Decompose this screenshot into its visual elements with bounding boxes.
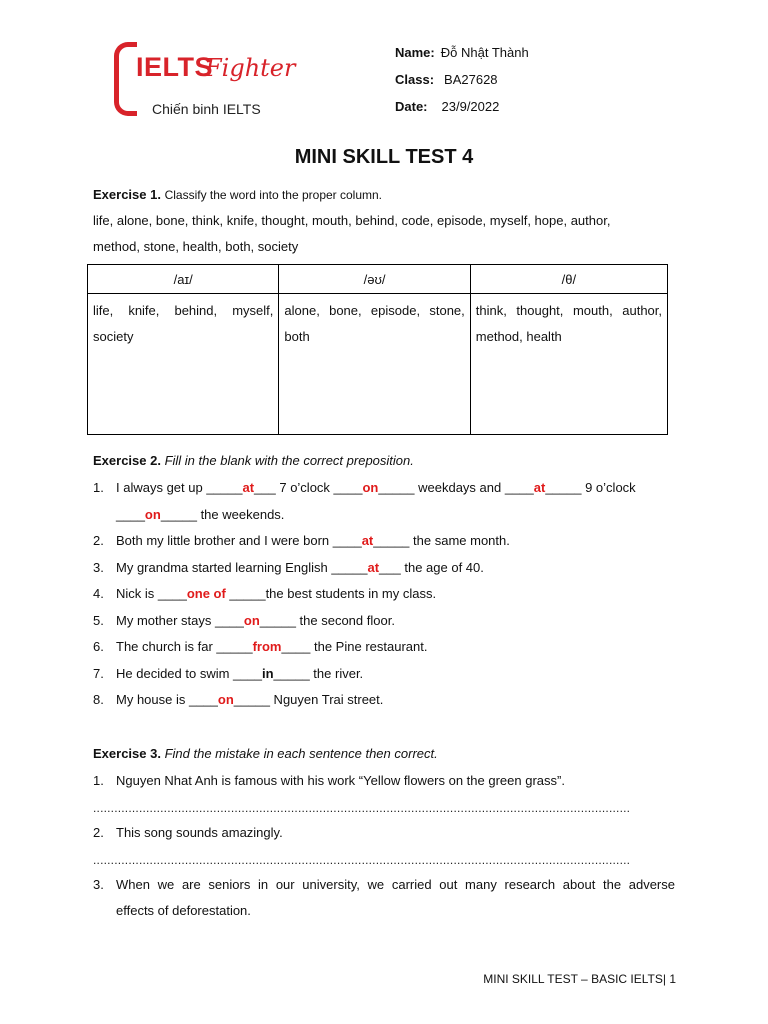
item-text: _____ the same month. xyxy=(373,533,510,548)
item-text: My grandma started learning English _____ xyxy=(116,560,368,575)
logo-fighter-text: Fighter xyxy=(205,54,296,82)
item-number: 8. xyxy=(93,692,104,707)
exercise1-instruction: Classify the word into the proper column. xyxy=(164,188,383,202)
item-text: This song sounds amazingly. xyxy=(116,825,283,840)
item-text: _____ weekdays and ____ xyxy=(378,480,534,495)
name-line xyxy=(395,44,529,62)
item-number: 1. xyxy=(93,480,104,495)
item-number: 4. xyxy=(93,586,104,601)
answer: on xyxy=(217,692,234,707)
date-line xyxy=(395,98,499,116)
item-text: _____ the second floor. xyxy=(259,613,395,628)
date-label: Date: xyxy=(395,99,428,114)
exercise2-heading xyxy=(93,452,414,470)
table-cell-ai: life, knife, behind, myself, society xyxy=(88,294,279,435)
exercise2-instruction: Fill in the blank with the correct preposition. xyxy=(164,453,414,468)
item-text: _____the best students in my class. xyxy=(225,586,437,601)
item-text: My mother stays ____ xyxy=(116,613,244,628)
item-number: 7. xyxy=(93,666,104,681)
exercise2-item-4 xyxy=(93,585,436,603)
answer-dotted-line: ........................................................................................................................................................ xyxy=(93,801,631,815)
page-title: MINI SKILL TEST 4 xyxy=(294,146,474,168)
item-text: ___ 7 o’clock ____ xyxy=(254,480,363,495)
logo-bracket-shape xyxy=(114,42,137,116)
answer: at xyxy=(361,533,374,548)
exercise3-item-3-line2: effects of deforestation. xyxy=(116,903,251,918)
name-label: Name: xyxy=(395,45,435,60)
item-text: Both my little brother and I were born ____ xyxy=(116,533,362,548)
exercise3-label: Exercise 3. xyxy=(93,746,161,761)
class-value: BA27628 xyxy=(444,72,498,87)
exercise2-item-8 xyxy=(93,691,383,709)
item-text: When we are seniors in our university, we carried out many research about the adverse xyxy=(116,877,675,892)
table-cell-th: think, thought, mouth, author, method, health xyxy=(470,294,667,435)
item-text: ___ the age of 40. xyxy=(379,560,484,575)
class-label: Class: xyxy=(395,72,435,87)
item-number: 6. xyxy=(93,639,104,654)
table-cell-ou: alone, bone, episode, stone, both xyxy=(279,294,470,435)
item-number: 2. xyxy=(93,533,104,548)
phoneme-table xyxy=(87,264,668,435)
answer-dotted-line: ........................................................................................................................................................ xyxy=(93,853,631,867)
answer: at xyxy=(533,480,546,495)
item-number: 1. xyxy=(93,773,104,788)
exercise3-heading xyxy=(93,745,438,763)
exercise2-item-1-line2 xyxy=(116,506,284,524)
exercise2-item-7 xyxy=(93,665,363,683)
item-text: Nick is ____ xyxy=(116,586,187,601)
item-text: The church is far _____ xyxy=(116,639,253,654)
exercise3-instruction: Find the mistake in each sentence then correct. xyxy=(164,746,438,761)
item-text: ____ xyxy=(116,507,145,522)
answer: at xyxy=(367,560,380,575)
table-header-ai: /aɪ/ xyxy=(88,265,279,294)
item-text: Nguyen Nhat Anh is famous with his work “Yellow flowers on the green grass”. xyxy=(116,773,565,788)
answer: one of xyxy=(186,586,226,601)
item-number: 3. xyxy=(93,560,104,575)
exercise2-item-1 xyxy=(93,479,675,497)
item-number: 3. xyxy=(93,877,104,892)
item-text: He decided to swim ____ xyxy=(116,666,262,681)
exercise2-item-5 xyxy=(93,612,395,630)
exercise1-words-line2: method, stone, health, both, society xyxy=(93,239,299,254)
name-value: Đỗ Nhật Thành xyxy=(440,45,529,60)
answer: on xyxy=(243,613,260,628)
item-text: _____ the river. xyxy=(273,666,364,681)
answer: in xyxy=(261,666,274,681)
item-text: ____ the Pine restaurant. xyxy=(281,639,428,654)
exercise1-heading xyxy=(93,186,382,204)
exercise2-item-2 xyxy=(93,532,510,550)
answer: at xyxy=(242,480,255,495)
item-text: _____ Nguyen Trai street. xyxy=(233,692,384,707)
exercise3-item-2 xyxy=(93,824,283,842)
answer: from xyxy=(252,639,282,654)
answer: on xyxy=(362,480,379,495)
class-line xyxy=(395,71,498,89)
exercise2-item-3 xyxy=(93,559,484,577)
date-value: 23/9/2022 xyxy=(441,99,500,114)
page-footer: MINI SKILL TEST – BASIC IELTS| 1 xyxy=(483,972,676,986)
item-text: _____ the weekends. xyxy=(160,507,285,522)
logo-tagline: Chiến binh IELTS xyxy=(152,101,261,117)
item-number: 2. xyxy=(93,825,104,840)
exercise2-item-6 xyxy=(93,638,427,656)
ielts-fighter-logo xyxy=(112,40,302,120)
exercise1-label: Exercise 1. xyxy=(93,187,161,202)
exercise3-item-1 xyxy=(93,772,565,790)
logo-ielts-text: IELTS xyxy=(136,52,214,82)
table-header-th: /θ/ xyxy=(470,265,667,294)
exercise1-words-line1: life, alone, bone, think, knife, thought, mouth, behind, code, episode, myself, hope, author, xyxy=(93,213,611,228)
answer: on xyxy=(144,507,161,522)
exercise2-label: Exercise 2. xyxy=(93,453,161,468)
exercise3-item-3 xyxy=(93,876,675,894)
item-text: My house is ____ xyxy=(116,692,218,707)
table-header-ou: /əʊ/ xyxy=(279,265,470,294)
item-text: I always get up _____ xyxy=(116,480,243,495)
item-text: _____ 9 o’clock xyxy=(545,480,636,495)
item-number: 5. xyxy=(93,613,104,628)
